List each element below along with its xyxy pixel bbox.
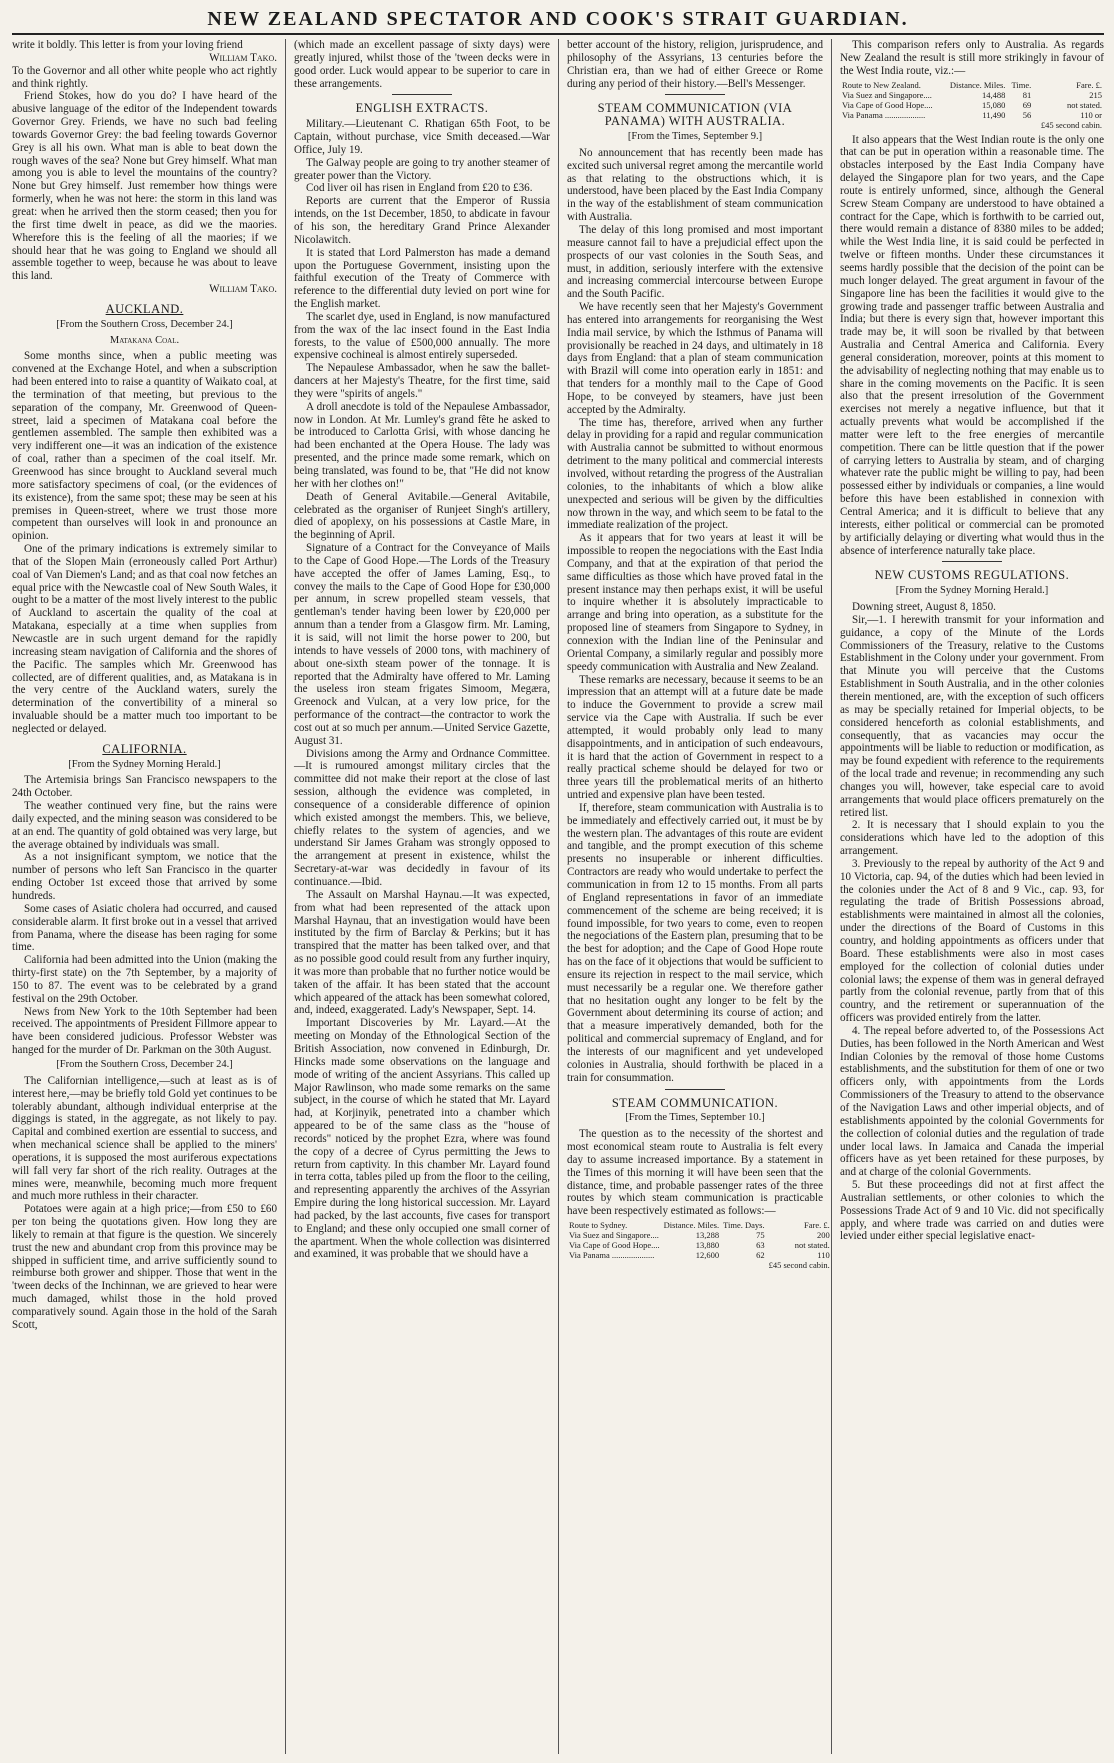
paragraph: A droll anecdote is told of the Nepaulese Ambassador, now in London. At Mr. Lumley's grand fête he asked to be introduced to Carlotta Grisi, with whose dancing he had been enchanted at the Opera House. The lady was presented, and the prince made some remark, which on being translated, was found to be, that "He did not know her with her clothes on!": [294, 400, 550, 490]
paragraph: Signature of a Contract for the Conveyance of Mails to the Cape of Good Hope.—The Lords of the Treasury have accepted the offer of James Laming, Esq., to convey the mails to the Cape of Good Hope for £30,000 per annum, in screw propelled steam vessels, that gentleman's tender having been lower by £20,000 per annum than a tender from a Glasgow firm. Mr. Laming, it is said, will not limit the horse power to 200, but intends to have vessels of 2000 tons, with machinery of about one-sixth steam power of the tonnage. It is reported that the Admiralty have offered to Mr. Laming the useless iron steam frigates Simoom, Megæra, Greenock and Vulcan, at a very low price, for the performance of the contract—the contractor to work the cost out at so much per annum.—United Service Gazette, August 31.: [294, 542, 550, 747]
table-cell: 12,600: [695, 1250, 720, 1261]
paragraph: write it boldly. This letter is from your loving friend: [12, 39, 243, 51]
paragraph: California had been admitted into the Union (making the thirty-first state) on the 7th September, by a majority of 150 to 87. The event was to be celebrated by a grand festival on the 29th October.: [12, 954, 277, 1005]
table-cell: 200: [816, 1230, 830, 1241]
table-cell: not stated.: [794, 1240, 830, 1251]
table-cell: 13,288: [695, 1230, 720, 1241]
table-cell: 215: [1089, 89, 1102, 100]
table-cell: [721, 1260, 766, 1270]
table-row: [840, 100, 1104, 110]
column-3: [558, 39, 831, 1754]
paragraph: We have recently seen that her Majesty's Government has entered into arrangements for reorganising the West India mail service, by which the Isthmus of Panama will provisionally be reached in 24 days, and ultimately in 18 days from England: that a plan of steam communication with Brazil will come into operation early in 1851: and that tenders for a monthly mail to the Cape of Good Hope, to be conveyed by steamers, have just been accepted by the Admiralty.: [567, 301, 823, 416]
column-2: [285, 39, 558, 1754]
table-cell: 62: [756, 1250, 765, 1261]
heading-auckland: AUCKLAND.: [105, 301, 184, 316]
table-cell: [1007, 120, 1033, 130]
paragraph: The Artemisia brings San Francisco newspapers to the 24th October.: [12, 774, 277, 800]
table-note: £45 second cabin.: [768, 1260, 830, 1271]
address-line: To the Governor and all other white people who act rightly and think rightly.: [12, 64, 277, 90]
route-table-new-zealand: [840, 80, 1104, 130]
heading-english-extracts: ENGLISH EXTRACTS.: [355, 101, 489, 116]
masthead-rule: [12, 33, 1104, 35]
paragraph: Some months since, when a public meeting was convened at the Exchange Hotel, and when a subscription had been entered into to raise a quantity of Waikato coal, at the termination of that meeting, but previous to the separation of the company, Mr. Greenwood of Queen-street, laid a specimen of Matakana coal before the gentlemen assembled. The sample then exhibited was a very indifferent one—it was an indication of the existence of coal, rather than a specimen of the coal itself. Mr. Greenwood has since brought to Auckland several much more satisfactory specimens of coal, (or the evidences of its existence), from the same spot; these may be seen at his premises in Queen-street, where we trust those more competent than ourselves will look in and pronounce an opinion.: [12, 350, 277, 543]
table-header-row: [840, 80, 1104, 90]
paragraph: One of the primary indications is extremely similar to that of the Slopen Main (erroneously called Port Arthur) coal of Van Diemen's Land; and as that coal now fetches an equal price with the Newcastle coal of New South Wales, it ought to be a matter of the most lively interest to the public of Auckland to ascertain the quality of the coal at Matakana, especially at a time when supplies from Newcastle are in such urgent demand for the rapidly increasing steam navigation of California and the shores of the Pacific. The samples which Mr. Greenwood has collected, are of different qualities, and, as Matakana is in the very centre of the Auckland waters, surely the determination of the convertibility of a mineral so invaluable should be a matter much too important to be neglected or delayed.: [12, 543, 277, 735]
table-header: Time. Days.: [723, 1220, 765, 1231]
route-table-australia: [567, 1220, 831, 1270]
table-cell: Via Cape of Good Hope....: [842, 99, 933, 110]
table-cell: 81: [1022, 89, 1032, 100]
table-cell: 14,488: [982, 89, 1006, 100]
paragraph: Potatoes were again at a high price;—from £50 to £60 per ton being the quotations given. How long they are likely to remain at that figure is the question. We sincerely trust the new and abundant crop from this province may be shipped in sufficient time, and arrive sufficiently sound to reimburse both grower and shipper. Those that went in the 'tween decks of the Inchinnan, we are grieved to hear were much damaged, whilst those in the hold proved comparatively sound. Again those in the hold of the Sarah Scott,: [12, 1203, 277, 1331]
table-cell: 110: [817, 1250, 830, 1261]
table-header: Route to New Zealand.: [842, 79, 921, 90]
paragraph: Divisions among the Army and Ordnance Committee.—It is rumoured amongst military circles that the committee did not make their report at the close of last session, although the evidence was completed, in consequence of a considerable difference of opinion which existed amongst the members. This, we believe, chiefly relates to the system of agencies, and we understand Sir James Graham was strongly opposed to the arrangement at present in existence, whilst the Secretary-at-war was decidedly in favour of its continuance.—Ibid.: [294, 747, 550, 888]
heading-steam-communication: STEAM COMMUNICATION.: [611, 1095, 779, 1110]
table-row: [840, 90, 1104, 100]
table-row: [567, 1230, 831, 1240]
table-header: Fare. £.: [1076, 79, 1102, 90]
table-cell: [943, 120, 1008, 130]
signature: William Tako.: [209, 51, 277, 64]
paragraph: Friend Stokes, how do you do? I have heard of the abusive language of the editor of the Independent towards Governor Grey. Friends, we have no such bad feeling towards Governor Grey: the bad feeling towards Governor Grey is all his own. What man is able to beat down the rough waves of the sea? None but Grey himself. What man among you is able to level the mountains of the country? None but Grey himself. Just remember how things were formerly, when he was not here: the storm in this land was great: when he arrived then the storm ceased; then you for the first time dwelt in peace, as did we the maories. Wherefore this is the feeling of all the maories; if we should hear that he was going to England we should all assemble together to weep, because he was about to leave this land.: [12, 90, 277, 283]
paragraph: Some cases of Asiatic cholera had occurred, and caused considerable alarm. It first broke out in a vessel that arrived from Panama, where the disease has been raging for some time.: [12, 902, 277, 954]
source-line: [From the Times, September 10.]: [625, 1112, 765, 1124]
table-row: [840, 120, 1104, 130]
paragraph: The Galway people are going to try another steamer of greater power than the Victory.: [294, 156, 550, 182]
table-header: Distance. Miles.: [663, 1220, 720, 1231]
paragraph: No announcement that has recently been made has excited such universal regret among the mercantile world as that relating to the obstructions which, it is understood, have been placed by the East India Company in the way of the establishment of steam communication with Australia.: [567, 146, 823, 224]
paragraph: It also appears that the West Indian route is the only one that can be put in operation within a reasonable time. The obstacles interposed by the East India Company have delayed the Singapore plan for two years, and the Cape route is entirely unformed, since, although the General Screw Steam Company are understood to have obtained a contract for the Cape, which is forthwith to be carried out, there would remain a distance of 8380 miles to be added; while the West India line, it is said could be perfected in twelve or fifteen months. Under these circumstances it seems hardly possible that the decision of the point can be much longer delayed. The great argument in favour of the Singapore line has been the facilities it would give to the growing trade and passenger traffic between Australia and India; but there is every sign that, however important this trade may be, it will soon be rivalled by that between Australia and Central America and California. Every general consideration, moreover, points at this moment to the advisability of neglecting nothing that may enable us to share in the coming movements on the Pacific. It is seen also that the present irresolution of the Government exercises not merely a negative influence, but that it actually prevents what would be accomplished if the matter were left to the free energies of mercantile competition. There can be little question that if the power of carrying letters to Australia by steam, and of charging whatever rate the public might be willing to pay, had been possessed either by individuals or companies, a line would before this have been established in connexion with Central America; and it is difficult to believe that any interests, either political or commercial can be promoted by artificially delaying or diverting what would thus in the absence of interference naturally take place.: [840, 133, 1104, 557]
table-cell: 75: [756, 1230, 765, 1241]
columns: [12, 39, 1104, 1754]
paragraph: (which made an excellent passage of sixty days) were greatly injured, whilst those of the 'tween decks were in good order. Luck would appear to be superior to care in these arrangements.: [294, 39, 550, 90]
paragraph: 5. But these proceedings did not at first affect the Australian settlements, or other colonies to which the Possessions Trade Act of 9 and 10 Vic. did not specifically apply, and where trade was carried on and duties were levied under either special legislative enact-: [840, 1179, 1104, 1243]
subheading-coal: Matakana Coal.: [109, 334, 180, 346]
paragraph: Cod liver oil has risen in England from £20 to £36.: [306, 182, 533, 195]
divider: [665, 1089, 725, 1090]
paragraph: The scarlet dye, used in England, is now manufactured from the wax of the lac insect found in the East India forests, to the value of £500,000 annually. The more expensive cochineal is almost entirely superseded.: [294, 310, 550, 362]
table-cell: 11,490: [982, 109, 1006, 120]
divider: [942, 561, 1002, 562]
table-cell: Via Cape of Good Hope....: [569, 1240, 660, 1251]
table-cell: 110 or: [1080, 109, 1102, 120]
table-cell: [567, 1260, 662, 1270]
paragraph: 3. Previously to the repeal by authority of the Act 9 and 10 Victoria, cap. 94, of the duties which had been levied in the colonies under the Act of 8 and 9 Vic., cap. 93, for regulating the trade of British Possessions abroad, establishments were maintained in almost all the colonies, under the directions of the Board of Customs in this country, and holding appointments as officers under that Board. These establishments were also in most cases employed for the collection of colonial duties under colonial laws; the expense of them was in general defrayed partly from the colonial revenue, partly from that of this country, and the retirement or superannuation of the officers was provided entirely from the latter.: [840, 857, 1104, 1025]
paragraph: The delay of this long promised and most important measure cannot fail to have a prejudicial effect upon the prospects of our vast colonies in the South Seas, and must, in addition, seriously interfere with the extensive and increasing commercial intercourse between Europe and the South Pacific.: [567, 223, 823, 301]
table-cell: Via Panama ....................: [569, 1250, 655, 1261]
divider: [665, 94, 725, 95]
table-cell: 15,080: [982, 99, 1006, 110]
paragraph: Reports are current that the Emperor of Russia intends, on the 1st December, 1850, to abdicate in favour of his son, the hereditary Grand Prince Alexander Nicolawitch.: [294, 195, 550, 246]
table-note: £45 second cabin.: [1040, 119, 1102, 130]
table-cell: [840, 120, 943, 130]
paragraph: As it appears that for two years at least it will be impossible to reopen the negociations with the East India Company, and that at the expiration of that period the same difficulties as those which have proved fatal in the present instance may then perhaps exist, it will be useful to inquire whether it is absolutely impracticable to arrange and bring into operation, as a substitute for the proposed line of steamers from Singapore to Sydney, in connexion with the Indian line of the Peninsular and Oriental Company, a similarly regular and possibly more speedy communication with Australia and New Zealand.: [567, 532, 823, 673]
paragraph: Military.—Lieutenant C. Rhatigan 65th Foot, to be Captain, without purchase, vice Smith deceased.—War Office, July 19.: [294, 118, 550, 156]
source-line: [From the Sydney Morning Herald.]: [68, 758, 221, 770]
paragraph: The Nepaulese Ambassador, when he saw the ballet-dancers at her Majesty's Theatre, for the first time, said they were "spirits of angels.": [294, 362, 550, 400]
paragraph: Sir,—1. I herewith transmit for your information and guidance, a copy of the Minute of the Lords Commissioners of the Treasury, relative to the Customs Establishment in the Colony under your government. From that Minute you will perceive that the Customs Establishment in South Australia, and in the other colonies therein mentioned, are, with the exception of such officers as may be specially retained for Imperial objects, to be considered henceforth as colonial establishments, and consequently, that as vacancies may occur the appointments will be liable to reduction or modification, as may be found expedient with reference to the requirements of the local trade and revenue; in recommending any such changes you will, however, take especial care to avoid arrangements that would place officers prematurely on the retired list.: [840, 613, 1104, 819]
table-cell: Via Suez and Singapore....: [569, 1230, 659, 1241]
paragraph: The weather continued very fine, but the rains were daily expected, and the mining season was considered to be at an end. The quantity of gold obtained was very large, but the average obtained by individuals was small.: [12, 800, 277, 851]
table-cell: not stated.: [1067, 99, 1102, 110]
paragraph: The time has, therefore, arrived when any further delay in providing for a rapid and regular communication with Australia cannot be submitted to without enormous detriment to the many political and commercial interests involved, without retarding the progress of the Australian colonies, to the inhabitants of which a blow alike unexpected and serious will be given by the difficulties now thrown in the way, and which seem to be fatal to the immediate realization of the project.: [567, 416, 823, 532]
table-cell: 56: [1022, 109, 1032, 120]
table-header: Fare. £.: [803, 1220, 830, 1231]
table-cell: Via Suez and Singapore....: [842, 89, 932, 100]
table-cell: Via Panama ...................: [842, 109, 926, 120]
source-line: [From the Sydney Morning Herald.]: [895, 585, 1049, 597]
heading-customs: NEW CUSTOMS REGULATIONS.: [874, 568, 1070, 583]
table-cell: 63: [756, 1240, 765, 1251]
paragraph: The Assault on Marshal Haynau.—It was expected, from what had been represented of the attack upon Marshal Haynau, that an investigation would have been instituted by the firm of Barclay & Perkins; but it has transpired that the matter has been talked over, and that as no possible good could result from any further inquiry, it was more than probable that no further notice would be taken of the affair. It has been stated that the account which appeared of the attack has been somewhat colored, and, indeed, exaggerated. Lady's Newspaper, Sept. 14.: [294, 888, 550, 1017]
paragraph: Death of General Avitabile.—General Avitabile, celebrated as the organiser of Runjeet Singh's artillery, died of apoplexy, on his possessions at Castle Mare, in the beginning of April.: [294, 490, 550, 542]
paragraph: News from New York to the 10th September had been received. The appointments of President Fillmore appear to have been considered judicious. Professor Webster was hanged for the murder of Dr. Parkman on the 30th August.: [12, 1005, 277, 1057]
paragraph: It is stated that Lord Palmerston has made a demand upon the Portuguese Government, insisting upon the faithful execution of the Treaty of Commerce with reference to the differential duty levied on port wine for the English market.: [294, 246, 550, 311]
table-header: Distance. Miles.: [949, 79, 1006, 90]
source-line: [From the Southern Cross, December 24.]: [56, 1058, 233, 1070]
heading-california: CALIFORNIA.: [102, 741, 187, 756]
divider: [392, 94, 452, 95]
table-cell: 69: [1022, 99, 1032, 110]
table-header: Route to Sydney.: [569, 1220, 628, 1231]
column-1: [12, 39, 285, 1754]
signature: William Tako.: [209, 283, 277, 296]
dateline: Downing street, August 8, 1850.: [852, 601, 996, 614]
source-line: [From the Times, September 9.]: [627, 131, 763, 143]
paragraph: The question as to the necessity of the shortest and most economical steam route to Australia is felt every day to assume increased importance. By a statement in the Times of this morning it will have been seen that the distance, time, and probable passenger rates of the three routes by which steam communication is practicable have been respectively estimated as follows:—: [567, 1128, 823, 1218]
paragraph: better account of the history, religion, jurisprudence, and philosophy of the Assyrians, 13 centuries before the Christian era, than we had of either Greece or Rome during any period of their history.—Bell's Messenger.: [567, 39, 823, 90]
paragraph: Important Discoveries by Mr. Layard.—At the meeting on Monday of the Ethnological Section of the British Association, now convened in Edinburgh, Dr. Hincks made some observations on the language and mode of writing of the ancient Assyrians. This called up Major Rawlinson, who made some remarks on the same subject, in the course of which he stated that Mr. Layard had, at Korjinyik, penetrated into a chamber which appeared to be of the same class as the "house of records" noticed by the prophet Ezra, where was found the copy of a decree of Cyrus permitting the Jews to return from captivity. In this chamber Mr. Layard found in terra cotta, tables piled up from the floor to the ceiling, and representing apparently the archives of the Assyrian Empire during the long historical succession. Mr. Layard had packed, by the last accounts, five cases for transport to England; and these only occupied one small corner of the apartment. When the whole collection was disinterred and examined, it was probable that we should have a: [294, 1017, 550, 1261]
heading-steam-panama: STEAM COMMUNICATION (VIA PANAMA) WITH AUSTRALIA.: [597, 101, 793, 129]
table-row: [567, 1250, 831, 1260]
table-header-row: [567, 1220, 831, 1230]
column-4: [831, 39, 1104, 1754]
source-line: [From the Southern Cross, December 24.]: [56, 318, 233, 330]
paragraph: If, therefore, steam communication with Australia is to be immediately and effectively carried out, it must be by the western plan. The advantages of this route are evident and tangible, and the prompt execution of this scheme presents no insuperable or inherent difficulties. Contractors are ready who would undertake to perfect the communication in from 12 to 15 months. From all parts of England representations in favor of an immediate commencement of the scheme are being received; it is found impossible, for two years to come, even to reopen the negociations of the Eastern plan, presuming that to be the best for adoption; and the Cape of Good Hope route has on the face of it objections that would be sufficient to ensure its rejection in respect to the mail service, which must necessarily be a regular one. We therefore gather that no hesitation ought any longer to be felt by the Government about determining its course of action; and that a measure imperatively demanded, both for the political and commercial supremacy of England, and for the interests of our magnificent and yet undeveloped colonies in Australia, should forthwith be placed in a train for consummation.: [567, 801, 823, 1084]
masthead: NEW ZEALAND SPECTATOR AND COOK'S STRAIT GUARDIAN.: [207, 8, 909, 30]
paragraph: These remarks are necessary, because it seems to be an impression that an attempt will at a future date be made to induce the Government to provide a screw mail service via the Cape with Australia. If such be ever attempted, it would probably only lead to many disappointments, and in anticipation of such endeavours, it is hard that the action of Government in respect to a really practical scheme should be delayed for two or three years till the problematical merits of an hitherto untried and expensive plan have been tested.: [567, 673, 823, 802]
table-cell: 13,880: [695, 1240, 720, 1251]
paragraph: This comparison refers only to Australia. As regards New Zealand the result is still more strikingly in favour of the West India route, viz.:—: [840, 39, 1104, 77]
paragraph: As a not insignificant symptom, we notice that the number of persons who left San Francisco in the quarter ending October 1st exceed those that arrived by some hundreds.: [12, 851, 277, 902]
table-header: Time.: [1011, 79, 1032, 90]
paragraph: The Californian intelligence,—such at least as is of interest here,—may be briefly told Gold yet continues to be tolerably abundant, although individual enterprise at the diggings is stated, in the aggregate, as not likely to pay. Capital and combined exertion are essential to success, and when mechanical science shall be applied to the miners' operations, it is supposed the most auriferous expectations will fall very far short of the rich reality. Outrages at the mines were, meanwhile, becoming much more frequent and much more ruthless in their character.: [12, 1074, 277, 1203]
table-cell: [662, 1260, 721, 1270]
table-row: [840, 110, 1104, 120]
paragraph: 4. The repeal before adverted to, of the Possessions Act Duties, has been followed in the North American and West Indian Colonies by the removal of those home Customs establishments, and the substitution for them of one or two officers only, with appointments from the Lords Commissioners of the Treasury to attend to the observance of the Navigation Laws and other imperial objects, and of establishments appointed by the colonial Governments for the collection of colonial duties and the regulation of trade under local laws. In Jamaica and Canada the imperial officers have as yet been retained for these purposes, by and at charge of the colonial Governments.: [840, 1024, 1104, 1179]
paragraph: 2. It is necessary that I should explain to you the considerations which have led to the adoption of this arrangement.: [840, 819, 1104, 858]
table-row: [567, 1260, 831, 1270]
table-row: [567, 1240, 831, 1250]
